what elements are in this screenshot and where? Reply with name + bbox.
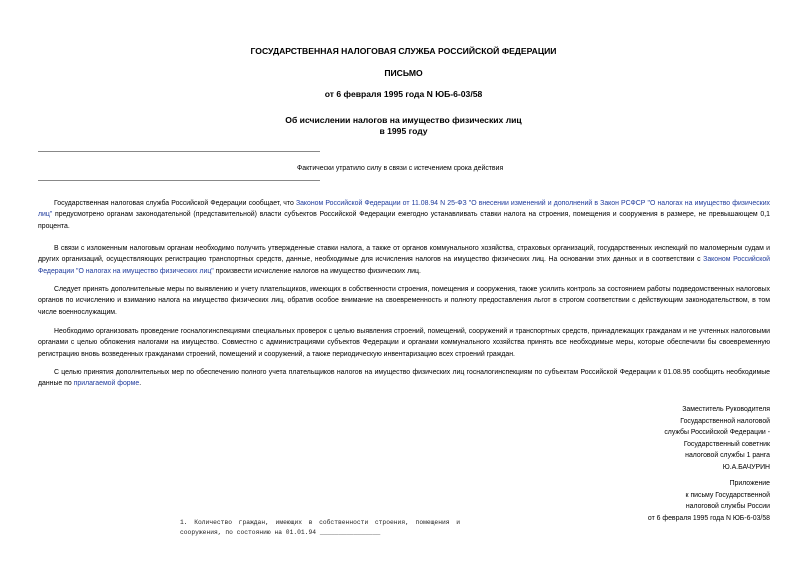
paragraph-3: Следует принять дополнительные меры по выявлению и учету плательщиков, имеющих в собственности строения, помещения и сооружения, также усилить контроль за состоянием работы подведомственных налоговых органов по исчислению и взиманию налога на имущество физических лиц, обратив особое внимание на своевременность и полноту предоставления льгот в строгом соответствии с действующим законодательством, в том числе военнослужащим. [38, 286, 770, 316]
document-title-line1: Об исчислении налогов на имущество физических лиц [285, 115, 522, 125]
status-note: Фактически утратило силу в связи с истечением срока действия [297, 165, 504, 172]
appendix-form-text: 1. Количество граждан, имеющих в собственности строения, помещения и сооружения, по состоянию на 01.01.94 ________________ [180, 519, 460, 536]
signature-block [664, 404, 770, 473]
document-date-number: от 6 февраля 1995 года N ЮБ-6-03/58 [324, 89, 483, 99]
signature-line: Государственный советник [683, 440, 770, 448]
appendix-line: Приложение [729, 480, 770, 487]
attached-form-link[interactable]: прилагаемой форме [73, 380, 140, 388]
divider-bottom [38, 180, 320, 181]
signature-line: налоговой службы 1 ранга [685, 452, 770, 459]
law-link-1994[interactable]: Законом Российской Федерации от 11.08.94 N 25-ФЗ "О внесении изменений и дополнений в Закон РСФСР "О налогах на имущество физических лиц" [38, 200, 770, 219]
paragraph-1 [38, 198, 770, 232]
paragraph-5-text-b: . [139, 380, 142, 388]
paragraph-2-text-b: произвести исчисление налогов на имущество физических лиц. [213, 267, 421, 275]
appendix-line: от 6 февраля 1995 года N ЮБ-6-03/58 [647, 514, 770, 522]
document-title-line2: в 1995 году [379, 126, 428, 136]
appendix-line: к письму Государственной [685, 491, 770, 499]
divider-top [38, 151, 320, 152]
paragraph-5 [38, 367, 770, 390]
paragraph-2 [38, 243, 770, 277]
paragraph-2-text-a: В связи с изложенным налоговым органам необходимо получить утвержденные ставки налога, а также от органов коммунального хозяйства, страховых организаций, государственных инспекций по маломерным судам и других организаций, осуществляющих регистрацию транспортных средств, данные, необходимые для исчисления налогов на имущество физических лиц. На основании этих данных и в соответствии с [38, 245, 770, 264]
paragraph-5-text-a: С целью принятия дополнительных мер по обеспечению полного учета плательщиков налогов на имущество физических лиц госналогинспекциям по субъектам Российской Федерации к 01.08.95 сообщить необходимые данные по [38, 369, 770, 388]
appendix-line: налоговой службы России [685, 503, 770, 510]
paragraph-4: Необходимо организовать проведение госналогинспекциями специальных проверок с целью выявления строений, помещений, сооружений и транспортных средств, принадлежащих гражданам и не учтенных налоговыми органами с целью обложения налогами на имущество. Совместно с администрациями субъектов Федерации и органами коммунального хозяйства принять все необходимые меры, которые обеспечили бы своевременную регистрацию вновь возведенных гражданами строений, помещений и сооружений, а также периодическую инвентаризацию всех строений граждан. [38, 328, 770, 358]
signature-line: Заместитель Руководителя [682, 406, 770, 413]
paragraph-1-text-a: Государственная налоговая служба Российской Федерации сообщает, что [54, 200, 296, 207]
document-type: ПИСЬМО [384, 68, 423, 78]
signature-line: Ю.А.БАЧУРИН [722, 463, 770, 471]
signature-line: службы Российской Федерации - [664, 429, 770, 436]
signature-line: Государственной налоговой [680, 417, 770, 425]
agency-heading: ГОСУДАРСТВЕННАЯ НАЛОГОВАЯ СЛУЖБА РОССИЙСКОЙ ФЕДЕРАЦИИ [250, 46, 557, 56]
paragraph-1-text-b: предусмотрено органам законодательной (представительной) власти субъектов Российской Федерации ежегодно устанавливать ставки налога на строения, помещения и сооружения в размере, не превышающем 0,1 процента. [38, 211, 770, 230]
appendix-block [648, 478, 770, 524]
law-link-property-tax[interactable]: Законом Российской Федерации "О налогах на имущество физических лиц" [38, 256, 770, 275]
